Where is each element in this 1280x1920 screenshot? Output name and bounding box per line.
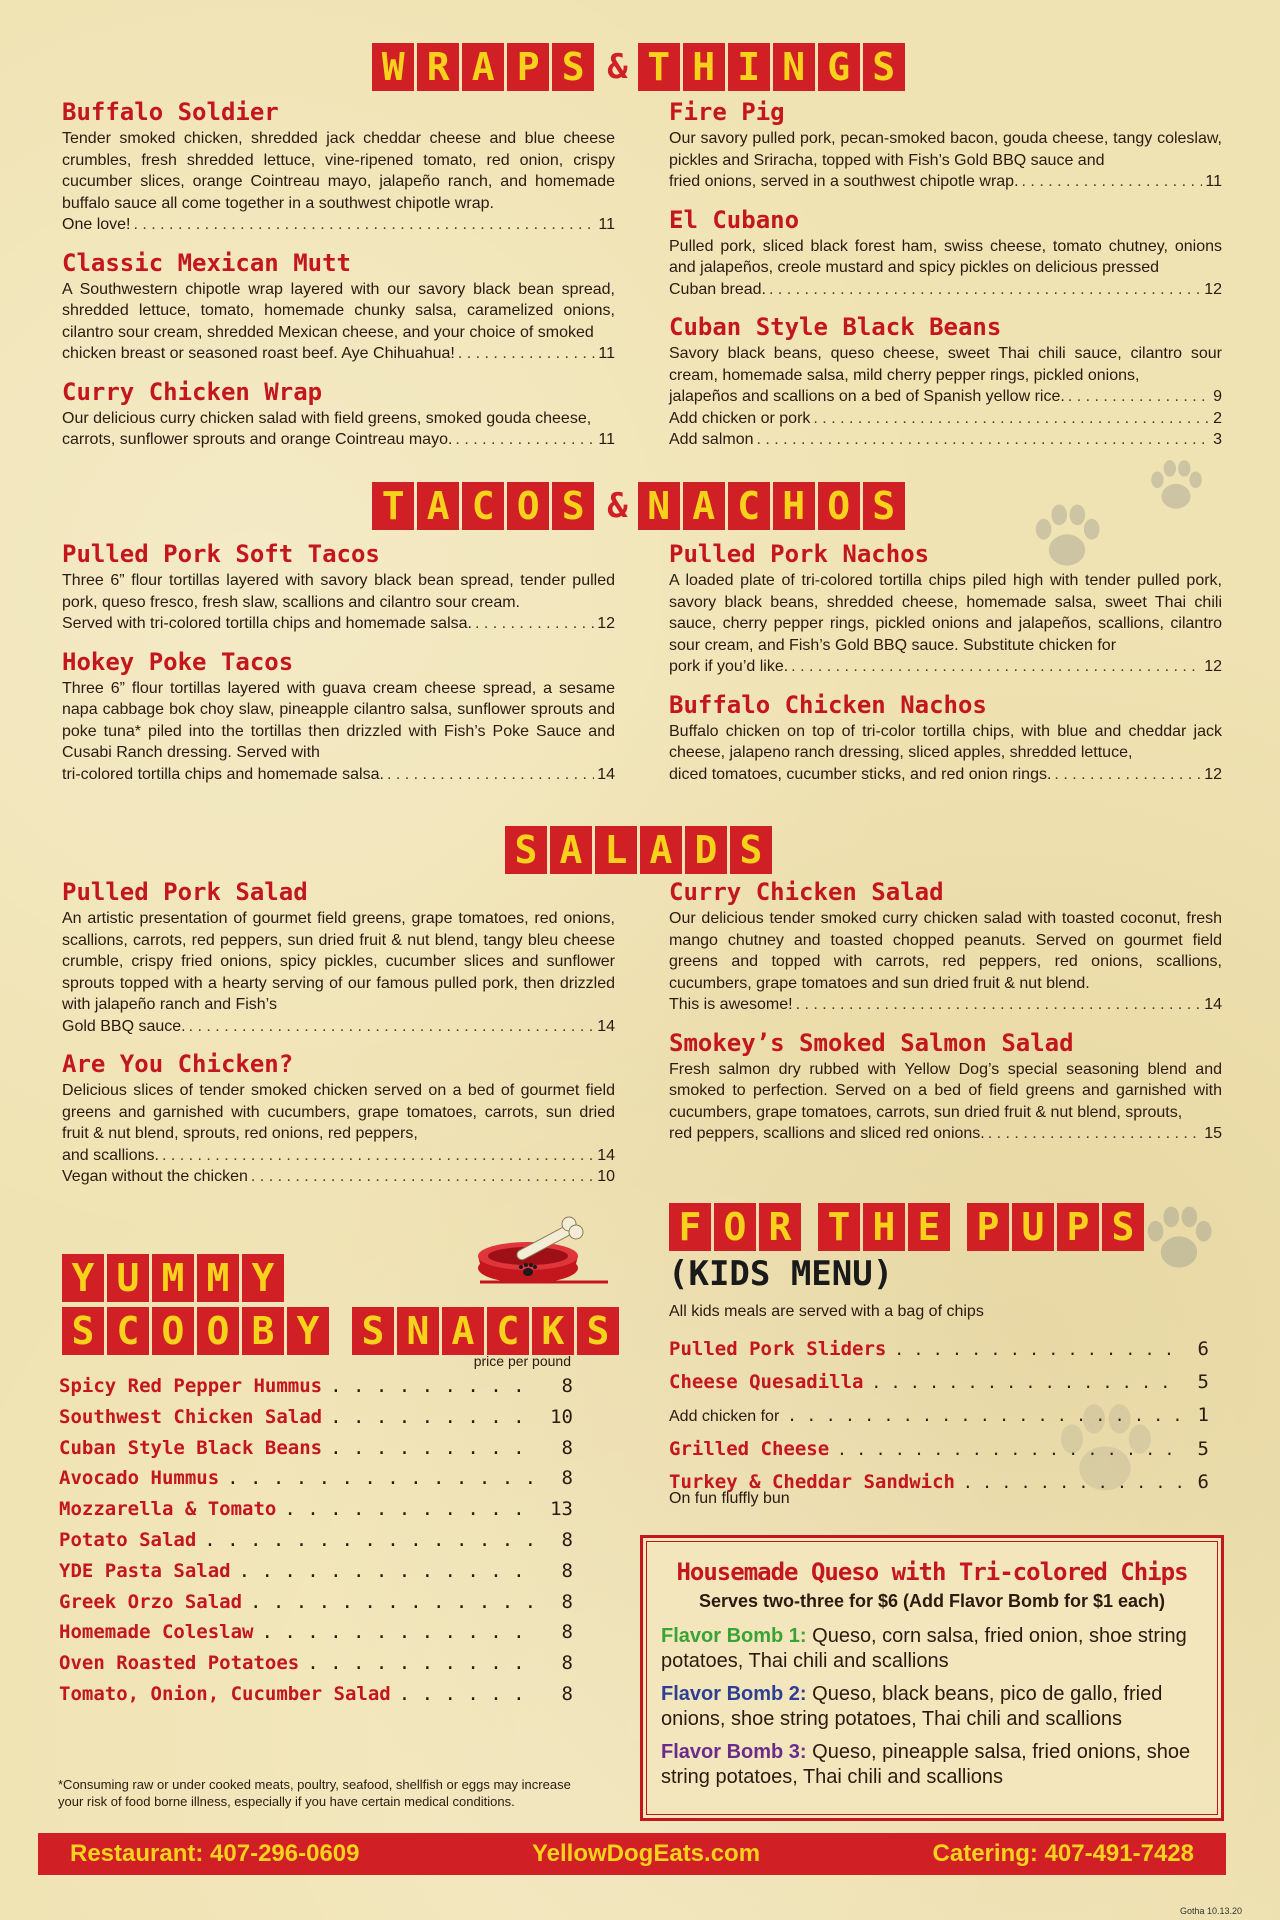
dot-leader bbox=[769, 279, 1201, 301]
wraps-left-column bbox=[62, 98, 615, 464]
snack-price: 8 bbox=[561, 1375, 573, 1397]
price-line-text: One love! bbox=[62, 216, 131, 233]
kids-item-name: Turkey & Cheddar Sandwich bbox=[669, 1471, 955, 1493]
title-letter-tile: A bbox=[417, 482, 459, 530]
title-letter-tile: R bbox=[759, 1203, 801, 1251]
title-letter-tile: A bbox=[442, 1307, 484, 1355]
price-per-pound-note: price per pound bbox=[473, 1353, 571, 1369]
title-letter-tile: S bbox=[552, 43, 594, 91]
title-letter-tile: T bbox=[638, 43, 680, 91]
title-letter-tile: I bbox=[728, 43, 770, 91]
dot-leader bbox=[475, 613, 594, 635]
menu-item-description: Savory black beans, queso cheese, sweet Thai chili sauce, cilantro sour cream, homemade salsa, mild cherry pepper rings, pickled onions, bbox=[669, 345, 1222, 384]
dot-leader bbox=[261, 1617, 533, 1648]
menu-item-name: Are You Chicken? bbox=[62, 1050, 294, 1078]
menu-item-name: Hokey Poke Tacos bbox=[62, 647, 294, 676]
menu-item bbox=[669, 1029, 1222, 1145]
item-price: 9 bbox=[1213, 388, 1222, 405]
price-line-text: Add chicken or pork bbox=[669, 409, 811, 427]
snack-item bbox=[59, 1494, 573, 1525]
tacos-left-column bbox=[62, 540, 615, 798]
kids-item-name: Add chicken for bbox=[669, 1408, 780, 1425]
item-price: 11 bbox=[598, 216, 615, 233]
menu-item bbox=[62, 249, 615, 365]
price-line bbox=[669, 764, 1222, 786]
kids-menu-subtitle: (KIDS MENU) bbox=[668, 1254, 894, 1294]
price-line-text: and scallions. bbox=[62, 1146, 159, 1164]
menu-item-description: A Southwestern chipotle wrap layered with our savory black bean spread, shredded lettuce, tomato, homemade chunky salsa, caramelized onions, cilantro sour cream, shredded Mexican cheese, and your choice of smoked bbox=[62, 280, 615, 341]
item-price: 12 bbox=[597, 615, 615, 632]
item-price: 11 bbox=[598, 345, 615, 362]
snack-price: 10 bbox=[550, 1405, 573, 1428]
kids-menu-list bbox=[669, 1333, 1209, 1499]
menu-item-description: Pulled pork, sliced black forest ham, swiss cheese, tomato chutney, onions and jalapeños, creole mustard and spicy pickles on delicious pressed bbox=[669, 237, 1222, 276]
price-line-text: This is awesome! bbox=[669, 996, 793, 1013]
snack-price: 8 bbox=[561, 1682, 573, 1705]
menu-item-name: Pulled Pork Salad bbox=[62, 878, 308, 906]
flavor-bomb-option bbox=[661, 1624, 1203, 1674]
menu-item bbox=[669, 206, 1222, 301]
snack-name: Tomato, Onion, Cucumber Salad bbox=[59, 1682, 391, 1705]
title-letter-tile: M bbox=[197, 1254, 239, 1302]
wraps-title: W R A P S & T H I N G S bbox=[0, 43, 1280, 91]
dot-leader bbox=[963, 1466, 1183, 1499]
snack-name: Southwest Chicken Salad bbox=[59, 1405, 323, 1428]
price-line bbox=[669, 429, 1222, 451]
dot-leader bbox=[387, 764, 594, 786]
snack-name: Avocado Hummus bbox=[59, 1467, 220, 1490]
wraps-right-column bbox=[669, 98, 1222, 464]
snack-item bbox=[59, 1463, 573, 1494]
menu-item bbox=[62, 378, 615, 451]
title-letter-tile: L bbox=[595, 826, 637, 874]
dot-leader bbox=[250, 1587, 533, 1618]
flavor-bomb-description: Queso, pineapple salsa, fried onions, shoe string potatoes, Thai chili and scallions bbox=[661, 1741, 1191, 1788]
price-line-text: Gold BBQ sauce. bbox=[62, 1017, 186, 1035]
pups-title bbox=[669, 1203, 1147, 1251]
website-link[interactable]: YellowDogEats.com bbox=[531, 1840, 761, 1867]
price-line bbox=[62, 1145, 615, 1167]
price-line bbox=[62, 429, 615, 451]
kids-menu-item bbox=[669, 1399, 1209, 1433]
dot-leader bbox=[284, 1494, 533, 1525]
snack-price: 8 bbox=[561, 1528, 573, 1551]
kids-item-price: 1 bbox=[1197, 1404, 1209, 1426]
snack-name: Oven Roasted Potatoes bbox=[59, 1652, 300, 1675]
menu-item-name: Smokey’s Smoked Salmon Salad bbox=[669, 1028, 1074, 1057]
title-letter-tile: C bbox=[728, 482, 770, 530]
item-price: 3 bbox=[1213, 431, 1222, 448]
snack-item bbox=[59, 1617, 573, 1648]
snack-item bbox=[59, 1679, 573, 1710]
flavor-bomb-description: Queso, black beans, pico de gallo, fried onions, shoe string potatoes, Thai chili and scallions bbox=[661, 1683, 1163, 1730]
dot-leader bbox=[894, 1333, 1183, 1366]
menu-item-description: A loaded plate of tri-colored tortilla chips piled high with tender pulled pork, savory black beans, shredded cheese, homemade salsa, sweet Thai chili sauce, cherry pepper rings, pickled onions and jalapeños, scallions, cilantro sour cream, and Fish’s Gold BBQ sauce. Substitute chicken for bbox=[669, 572, 1222, 654]
snack-item bbox=[59, 1648, 573, 1679]
kids-item-price: 6 bbox=[1197, 1471, 1209, 1493]
title-letter-tile: B bbox=[242, 1307, 284, 1355]
menu-item bbox=[62, 540, 615, 635]
price-line-text: jalapeños and scallions on a bed of Spanish yellow rice. bbox=[669, 388, 1065, 405]
title-letter-tile: A bbox=[683, 482, 725, 530]
dot-leader bbox=[1054, 764, 1201, 786]
dot-leader bbox=[204, 1525, 533, 1556]
dot-leader bbox=[757, 429, 1211, 451]
snack-item bbox=[59, 1525, 573, 1556]
menu-item-description: Our delicious curry chicken salad with field greens, smoked gouda cheese, bbox=[62, 409, 592, 427]
price-line bbox=[62, 343, 615, 365]
snack-item bbox=[59, 1433, 573, 1464]
title-letter-tile: U bbox=[1012, 1203, 1054, 1251]
queso-serves: Serves two-three for $6 (Add Flavor Bomb for $1 each) bbox=[698, 1591, 1166, 1611]
snack-item bbox=[59, 1556, 573, 1587]
dot-leader bbox=[133, 214, 595, 236]
menu-item bbox=[62, 1050, 615, 1188]
title-letter-tile: S bbox=[577, 1307, 619, 1355]
catering-phone[interactable]: Catering: 407-491-7428 bbox=[932, 1840, 1194, 1867]
flavor-bomb-option bbox=[661, 1682, 1203, 1732]
dot-leader bbox=[1068, 386, 1210, 408]
title-letter-tile: G bbox=[818, 43, 860, 91]
kids-menu-item bbox=[669, 1433, 1209, 1466]
title-letter-tile: U bbox=[107, 1254, 149, 1302]
dot-leader bbox=[837, 1433, 1183, 1466]
menu-item-name: Buffalo Chicken Nachos bbox=[669, 690, 987, 719]
title-letter-tile: N bbox=[773, 43, 815, 91]
price-line bbox=[62, 613, 615, 635]
item-price: 2 bbox=[1213, 409, 1222, 427]
menu-item-description: Our delicious tender smoked curry chicken salad with toasted coconut, fresh mango chutney and toasted chopped peanuts. Served on gourmet field greens and topped with carrots, red peppers, red onions, scallions, cucumbers, grape tomatoes and sun dried fruit & nut blend. bbox=[669, 910, 1222, 992]
title-letter-tile: C bbox=[107, 1307, 149, 1355]
price-line bbox=[669, 386, 1222, 408]
price-line-text: Add salmon bbox=[669, 431, 754, 448]
price-line-text: red peppers, scallions and sliced red onions. bbox=[669, 1125, 985, 1142]
title-letter-tile: A bbox=[462, 43, 504, 91]
snack-name: YDE Pasta Salad bbox=[59, 1559, 231, 1582]
menu-item bbox=[669, 313, 1222, 451]
flavor-bomb-label: Flavor Bomb 2: bbox=[661, 1683, 807, 1705]
bun-note: On fun fluffly bun bbox=[669, 1490, 790, 1507]
dot-leader bbox=[1022, 171, 1203, 193]
food-safety-disclaimer: *Consuming raw or under cooked meats, poultry, seafood, shellfish or eggs may increase your risk of food borne illness, especially if you have certain medical conditions. bbox=[58, 1777, 571, 1809]
item-price: 11 bbox=[598, 431, 615, 448]
item-price: 14 bbox=[597, 1146, 615, 1164]
price-line bbox=[62, 1016, 615, 1038]
print-code: Gotha 10.13.20 bbox=[1179, 1906, 1242, 1916]
menu-item-name: Classic Mexican Mutt bbox=[62, 248, 351, 277]
kids-menu-item bbox=[669, 1366, 1209, 1399]
dot-leader bbox=[455, 429, 595, 451]
tacos-right-column bbox=[669, 540, 1222, 798]
dot-leader bbox=[330, 1371, 533, 1402]
dot-leader bbox=[813, 408, 1210, 430]
title-letter-tile: A bbox=[550, 826, 592, 874]
flavor-bomb-option bbox=[661, 1740, 1203, 1790]
price-line bbox=[669, 171, 1222, 193]
flavor-bomb-label: Flavor Bomb 3: bbox=[661, 1741, 807, 1763]
title-letter-tile: S bbox=[62, 1307, 104, 1355]
price-line-text: pork if you’d like. bbox=[669, 658, 789, 675]
price-line-text: carrots, sunflower sprouts and orange Cointreau mayo. bbox=[62, 431, 453, 448]
snack-price: 13 bbox=[550, 1498, 573, 1521]
title-letter-tile: P bbox=[507, 43, 549, 91]
title-letter-tile: E bbox=[908, 1203, 950, 1251]
dog-bowl-icon bbox=[470, 1212, 610, 1290]
dot-leader bbox=[251, 1166, 594, 1188]
dot-leader bbox=[189, 1016, 595, 1038]
menu-item-description: An artistic presentation of gourmet field greens, grape tomatoes, red onions, scallions, carrots, red peppers, sun dried fruit & nut blend, tangy bleu cheese crumble, crispy fried onions, spicy pickles, cucumber slices and sunflower sprouts topped with a hearty serving of our famous pulled pork, then drizzled with jalapeño ranch and Fish’s bbox=[62, 910, 615, 1013]
dot-leader bbox=[988, 1123, 1201, 1145]
snack-name: Potato Salad bbox=[59, 1528, 197, 1551]
title-letter-tile: K bbox=[532, 1307, 574, 1355]
price-line bbox=[62, 1166, 615, 1188]
price-line-text: Vegan without the chicken bbox=[62, 1168, 248, 1185]
item-price: 12 bbox=[1204, 658, 1222, 675]
kids-item-name: Grilled Cheese bbox=[669, 1438, 830, 1460]
snack-name: Greek Orzo Salad bbox=[59, 1590, 243, 1613]
menu-item-description: Three 6” flour tortillas layered with guava cream cheese spread, a sesame napa cabbage bok choy slaw, pineapple cilantro salsa, sunflower sprouts and poke tuna* piled into the tortillas then drizzled with Fish’s Poke Sauce and Cusabi Ranch dressing. Served with bbox=[62, 679, 615, 761]
menu-item-name: Cuban Style Black Beans bbox=[669, 313, 1002, 341]
title-letter-tile: T bbox=[818, 1203, 860, 1251]
title-letter-tile: D bbox=[685, 826, 727, 874]
snack-item bbox=[59, 1587, 573, 1618]
snack-price: 8 bbox=[561, 1621, 573, 1644]
menu-item bbox=[669, 98, 1222, 193]
price-line bbox=[669, 656, 1222, 678]
item-price: 14 bbox=[1204, 996, 1222, 1013]
price-line bbox=[669, 994, 1222, 1016]
price-line bbox=[669, 408, 1222, 430]
snacks-list bbox=[59, 1371, 573, 1710]
salads-right-column bbox=[669, 878, 1222, 1158]
dot-leader bbox=[399, 1679, 533, 1710]
snack-name: Cuban Style Black Beans bbox=[59, 1436, 323, 1459]
snack-name: Spicy Red Pepper Hummus bbox=[59, 1375, 323, 1397]
tacos-title: T A C O S & N A C H O S bbox=[0, 482, 1280, 530]
menu-item-name: Buffalo Soldier bbox=[62, 98, 279, 126]
menu-item-description: Buffalo chicken on top of tri-color tortilla chips, with blue and cheddar jack cheese, jalapeno ranch dressing, sliced apples, shredded lettuce, bbox=[669, 722, 1222, 761]
kids-item-price: 5 bbox=[1197, 1371, 1209, 1393]
snack-price: 8 bbox=[561, 1652, 573, 1675]
title-letter-tile: N bbox=[397, 1307, 439, 1355]
paw-print-icon bbox=[1140, 1200, 1218, 1278]
item-price: 15 bbox=[1204, 1125, 1222, 1142]
title-letter-tile: O bbox=[152, 1307, 194, 1355]
title-letter-tile: F bbox=[669, 1203, 711, 1251]
title-letter-tile: O bbox=[818, 482, 860, 530]
queso-title: Housemade Queso with Tri-colored Chips bbox=[676, 1558, 1188, 1586]
title-letter-tile: O bbox=[197, 1307, 239, 1355]
title-letter-tile: P bbox=[967, 1203, 1009, 1251]
dot-leader bbox=[239, 1556, 533, 1587]
kids-meals-note: All kids meals are served with a bag of chips bbox=[669, 1303, 984, 1320]
dot-leader bbox=[307, 1648, 533, 1679]
salads-left-column bbox=[62, 878, 615, 1201]
snack-price: 8 bbox=[561, 1436, 573, 1459]
flavor-bomb-label: Flavor Bomb 1: bbox=[661, 1625, 807, 1647]
menu-item-name: Fire Pig bbox=[669, 98, 785, 126]
dot-leader bbox=[330, 1433, 533, 1464]
menu-item-name: Pulled Pork Soft Tacos bbox=[62, 540, 380, 568]
title-letter-tile: H bbox=[773, 482, 815, 530]
title-letter-tile: H bbox=[863, 1203, 905, 1251]
item-price: 14 bbox=[597, 765, 615, 783]
menu-item-name: El Cubano bbox=[669, 205, 800, 234]
title-letter-tile: Y bbox=[242, 1254, 284, 1302]
kids-item-price: 5 bbox=[1197, 1438, 1209, 1460]
flavor-bomb-description: Queso, corn salsa, fried onion, shoe string potatoes, Thai chili and scallions bbox=[661, 1625, 1187, 1672]
snack-item bbox=[59, 1371, 573, 1402]
restaurant-phone[interactable]: Restaurant: 407-296-0609 bbox=[70, 1840, 360, 1867]
menu-item bbox=[669, 878, 1222, 1016]
snack-item bbox=[59, 1402, 573, 1433]
title-letter-tile: A bbox=[640, 826, 682, 874]
dot-leader bbox=[871, 1366, 1183, 1399]
snack-name: Homemade Coleslaw bbox=[59, 1621, 254, 1644]
price-line bbox=[62, 214, 615, 236]
dot-leader bbox=[787, 1399, 1183, 1432]
item-price: 12 bbox=[1204, 280, 1222, 298]
title-letter-tile: Y bbox=[287, 1307, 329, 1355]
menu-item-name: Curry Chicken Salad bbox=[669, 878, 944, 906]
title-letter-tile: H bbox=[683, 43, 725, 91]
kids-item-name: Cheese Quesadilla bbox=[669, 1371, 864, 1393]
dot-leader bbox=[791, 656, 1201, 678]
item-price: 11 bbox=[1205, 173, 1222, 190]
menu-item-description: Our savory pulled pork, pecan-smoked bacon, gouda cheese, tangy coleslaw, pickles and Sriracha, topped with Fish’s Gold BBQ sauce and bbox=[669, 130, 1222, 169]
title-letter-tile: S bbox=[352, 1307, 394, 1355]
price-line-text: Served with tri-colored tortilla chips and homemade salsa. bbox=[62, 615, 472, 632]
title-letter-tile: O bbox=[507, 482, 549, 530]
price-line bbox=[669, 1123, 1222, 1145]
item-price: 10 bbox=[597, 1168, 615, 1185]
title-letter-tile: S bbox=[552, 482, 594, 530]
title-letter-tile: S bbox=[863, 43, 905, 91]
footer-bar bbox=[38, 1833, 1226, 1875]
title-letter-tile: S bbox=[730, 826, 772, 874]
title-letter-tile: Y bbox=[62, 1254, 104, 1302]
queso-box bbox=[640, 1535, 1224, 1821]
title-letter-tile: S bbox=[505, 826, 547, 874]
menu-item bbox=[62, 648, 615, 786]
dot-leader bbox=[162, 1145, 594, 1167]
menu-item bbox=[669, 540, 1222, 678]
menu-item-description: Delicious slices of tender smoked chicken served on a bed of gourmet field greens and garnished with cucumbers, grape tomatoes, carrots, sun dried fruit & nut blend, sprouts, red onions, red peppers, bbox=[62, 1082, 615, 1142]
title-letter-tile: T bbox=[372, 482, 414, 530]
dot-leader bbox=[227, 1463, 533, 1494]
menu-item bbox=[669, 691, 1222, 786]
price-line bbox=[669, 279, 1222, 301]
menu-item-description: Fresh salmon dry rubbed with Yellow Dog’s special seasoning blend and smoked to perfection. Served on a bed of field greens and garnished with cucumbers, grape tomatoes, carrots, sun dried fruit & nut blend, sprouts, bbox=[669, 1060, 1222, 1121]
title-letter-tile: O bbox=[714, 1203, 756, 1251]
menu-item-name: Pulled Pork Nachos bbox=[669, 540, 930, 568]
title-letter-tile: R bbox=[417, 43, 459, 91]
menu-item-description: Tender smoked chicken, shredded jack cheddar cheese and blue cheese crumbles, fresh shredded lettuce, vine-ripened tomato, red onion, crispy cucumber slices, orange Cointreau mayo, jalapeño ranch, and homemade buffalo sauce all come together in a southwest chipotle wrap. bbox=[62, 130, 615, 212]
dot-leader bbox=[330, 1402, 533, 1433]
menu-item-description: Three 6” flour tortillas layered with savory black bean spread, tender pulled pork, queso fresco, fresh slaw, scallions and cilantro sour cream. bbox=[62, 572, 615, 611]
title-letter-tile: S bbox=[863, 482, 905, 530]
item-price: 14 bbox=[597, 1017, 615, 1035]
salads-title bbox=[0, 826, 1280, 874]
dot-leader bbox=[796, 994, 1202, 1016]
price-line-text: chicken breast or seasoned roast beef. Aye Chihuahua! bbox=[62, 345, 455, 362]
title-letter-tile: N bbox=[638, 482, 680, 530]
title-letter-tile: C bbox=[462, 482, 504, 530]
price-line-text: diced tomatoes, cucumber sticks, and red onion rings. bbox=[669, 765, 1052, 783]
kids-item-price: 6 bbox=[1197, 1338, 1209, 1360]
snack-name: Mozzarella & Tomato bbox=[59, 1498, 277, 1521]
title-letter-tile: W bbox=[372, 43, 414, 91]
snack-price: 8 bbox=[561, 1467, 573, 1490]
menu-item-name: Curry Chicken Wrap bbox=[62, 377, 323, 406]
price-line bbox=[62, 764, 615, 786]
menu-item bbox=[62, 98, 615, 236]
price-line-text: tri-colored tortilla chips and homemade salsa. bbox=[62, 765, 384, 783]
title-letter-tile: S bbox=[1102, 1203, 1144, 1251]
title-letter-tile: C bbox=[487, 1307, 529, 1355]
wraps-word-tiles bbox=[372, 43, 597, 91]
kids-item-name: Pulled Pork Sliders bbox=[669, 1338, 887, 1360]
price-line-text: Cuban bread. bbox=[669, 280, 766, 298]
item-price: 12 bbox=[1204, 765, 1222, 783]
title-letter-tile: M bbox=[152, 1254, 194, 1302]
kids-menu-item bbox=[669, 1333, 1209, 1366]
menu-item bbox=[62, 878, 615, 1037]
dot-leader bbox=[458, 343, 596, 365]
snack-price: 8 bbox=[561, 1590, 573, 1613]
price-line-text: fried onions, served in a southwest chipotle wrap. bbox=[669, 173, 1019, 190]
snack-price: 8 bbox=[561, 1559, 573, 1582]
title-letter-tile: P bbox=[1057, 1203, 1099, 1251]
